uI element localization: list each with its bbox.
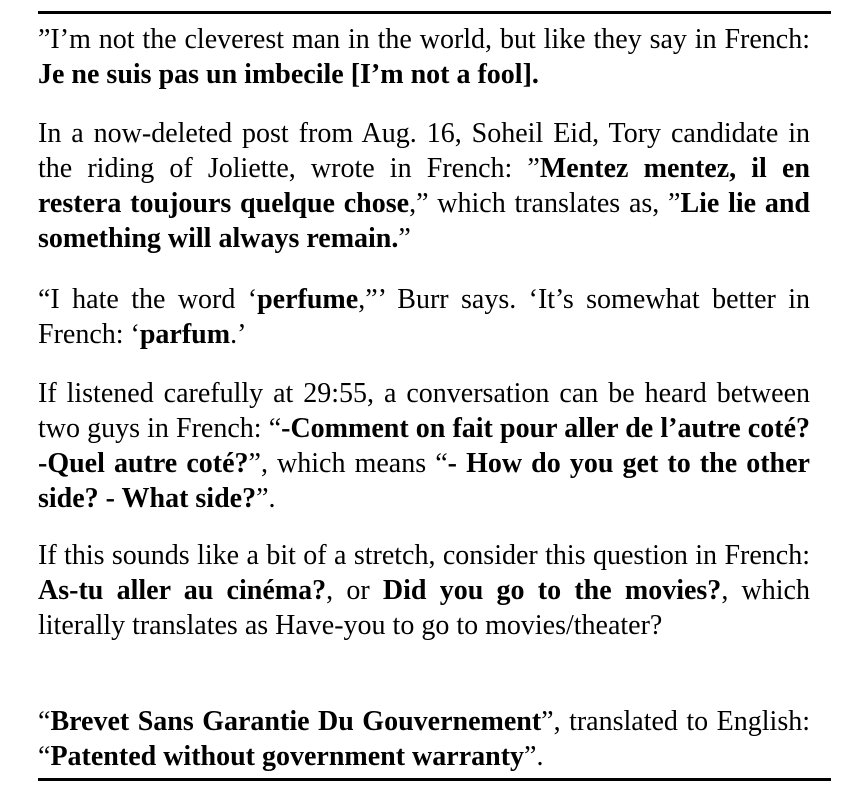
text-segment: , which literally translates as Have-you to go to movies/theater?: [38, 575, 810, 641]
bold-text-segment: -Comment on fait pour aller de l’autre coté? -Quel autre coté?: [38, 413, 810, 479]
text-segment: .’: [230, 319, 247, 350]
example-paragraph-5: [38, 538, 810, 643]
table-bottom-rule: [38, 778, 831, 781]
text-segment: , or: [326, 575, 383, 606]
example-paragraph-6: [38, 704, 810, 774]
text-segment: ”.: [524, 741, 544, 772]
text-segment: “I hate the word ‘: [38, 284, 258, 315]
bold-text-segment: parfum: [139, 319, 231, 350]
text-segment: ”, translated to English: “: [38, 706, 810, 772]
text-segment: If this sounds like a bit of a stretch, consider this question in French:: [38, 540, 810, 571]
text-segment: ,” which translates as, ”: [409, 188, 681, 219]
text-segment: If listened carefully at 29:55, a conversation can be heard between two guys in French: “: [38, 378, 810, 444]
example-paragraph-4: [38, 376, 810, 516]
bold-text-segment: Lie lie and something will always remain.: [38, 188, 810, 254]
text-segment: ”: [398, 223, 411, 254]
bold-text-segment: Patented without government warranty: [50, 741, 525, 772]
bold-text-segment: perfume: [257, 284, 359, 315]
example-paragraph-2: [38, 116, 810, 256]
text-segment: ”, which means “: [248, 448, 448, 479]
text-segment: ”I’m not the cleverest man in the world, but like they say in French:: [38, 24, 810, 55]
bold-text-segment: As-tu aller au cinéma?: [38, 575, 327, 606]
example-paragraph-3: [38, 282, 810, 352]
example-paragraph-1: [38, 22, 810, 92]
bold-text-segment: Mentez mentez, il en restera toujours quelque chose: [38, 153, 810, 219]
bold-text-segment: Je ne suis pas un imbecile [I’m not a fool].: [38, 59, 539, 90]
bold-text-segment: Brevet Sans Garantie Du Gouvernement: [50, 706, 542, 737]
text-segment: In a now-deleted post from Aug. 16, Soheil Eid, Tory candidate in the riding of Joliette, wrote in French: ”: [38, 118, 810, 184]
bold-text-segment: Did you go to the movies?: [382, 575, 722, 606]
text-segment: ,”’ Burr says. ‘It’s somewhat better in French: ‘: [38, 284, 811, 350]
table-top-rule: [38, 11, 831, 14]
bold-text-segment: - How do you get to the other side? - What side?: [38, 448, 810, 514]
text-segment: “: [38, 706, 51, 737]
text-segment: ”.: [256, 483, 276, 514]
